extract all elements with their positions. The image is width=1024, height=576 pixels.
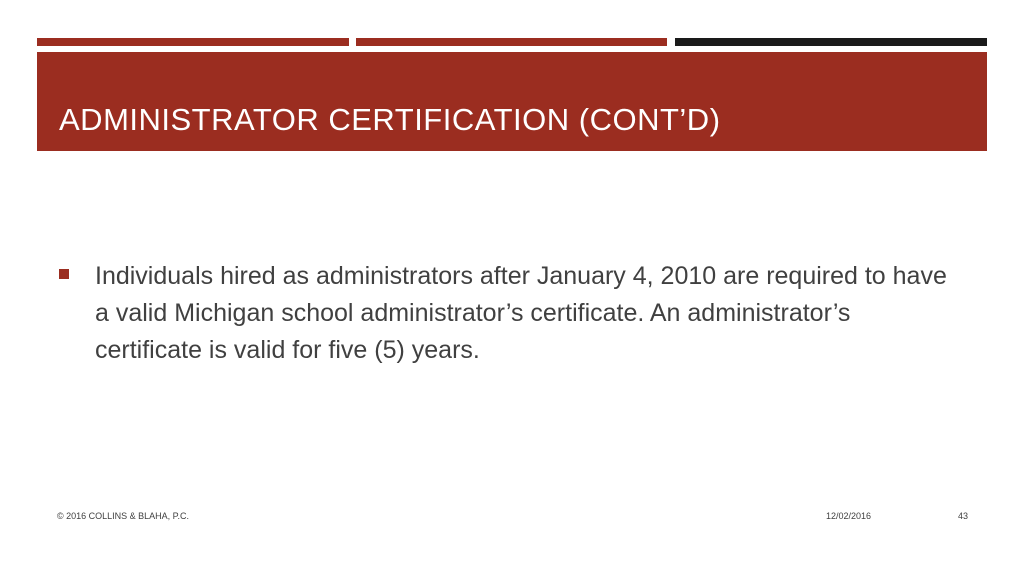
title-band [37,52,987,151]
square-bullet-icon [59,269,69,279]
footer-date: 12/02/2016 [826,511,872,521]
top-accent-bar-middle [356,38,667,46]
footer-page-number: 43 [958,511,969,521]
slide-content [58,258,958,369]
bullet-text: Individuals hired as administrators after January 4, 2010 are required to have a valid Michigan school administrator’s certificate. An administrator’s certificate is valid for five (5) years. [95,262,947,364]
slide-title: ADMINISTRATOR CERTIFICATION (CONT’D) [59,102,721,137]
top-accent-bar-left [37,38,349,46]
bullet-item [58,258,958,369]
top-accent-bar-right [675,38,987,46]
footer-copyright: © 2016 COLLINS & BLAHA, P.C. [57,511,190,521]
